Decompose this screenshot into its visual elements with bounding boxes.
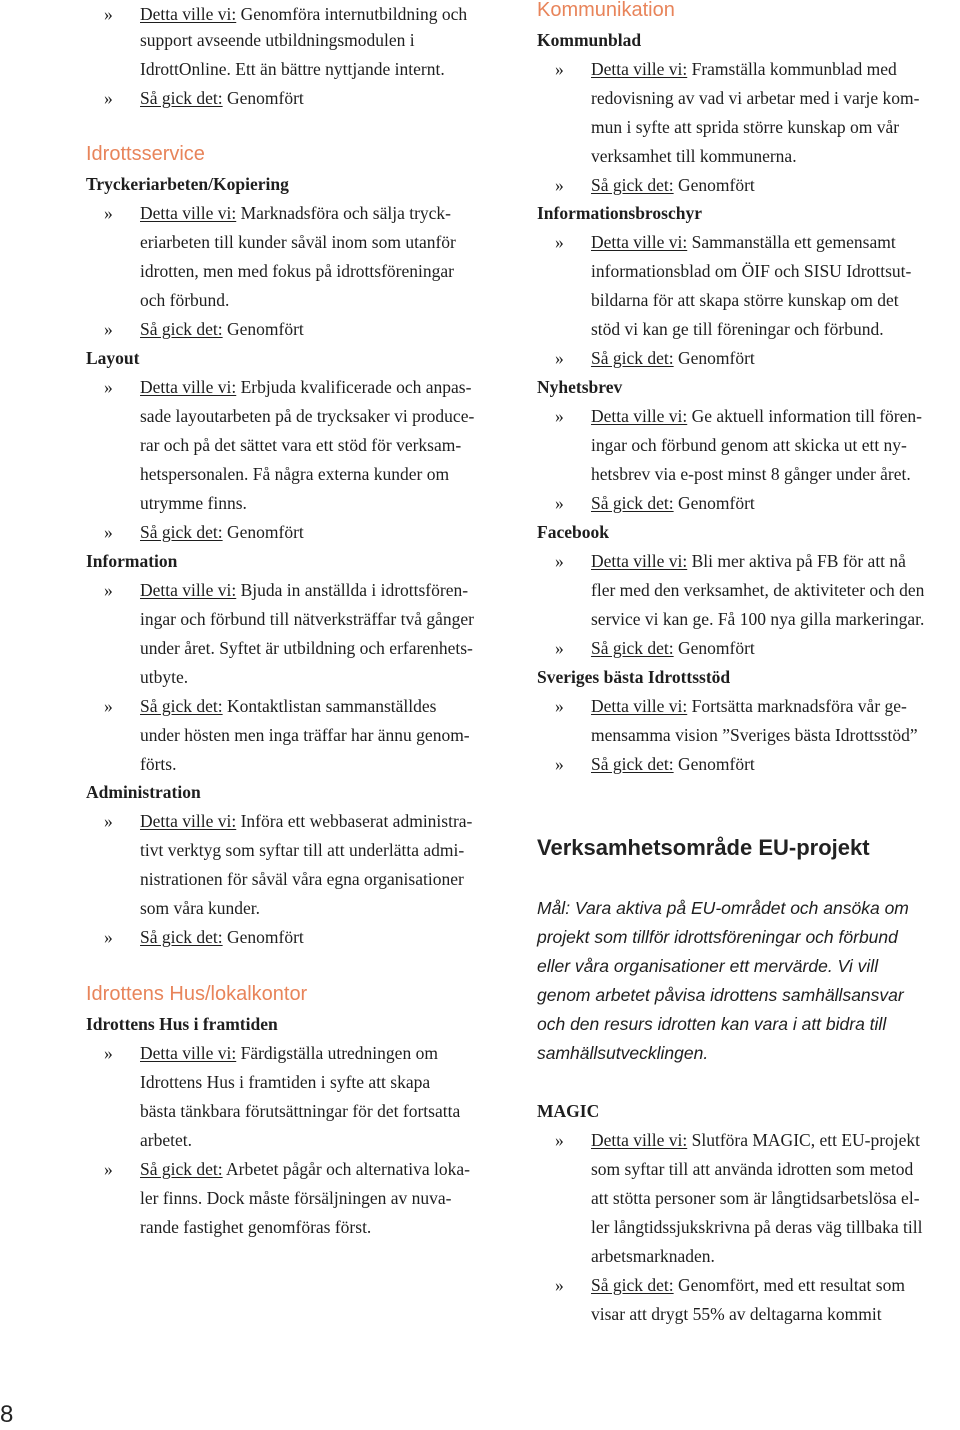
subsection-title: Tryckeriarbeten/Kopiering [86, 174, 289, 194]
bullet-marker: » [555, 696, 564, 716]
result-label: Så gick det: [140, 696, 223, 716]
result-line [591, 750, 755, 779]
goal-line: rar och på det sättet vara ett stöd för verksam- [140, 435, 462, 455]
goal-text: Bli mer aktiva på FB för att nå [691, 551, 906, 571]
result-label: Så gick det: [591, 493, 674, 513]
subsection-title: Sveriges bästa Idrottsstöd [537, 667, 731, 687]
goal-line: och förbund. [140, 290, 230, 310]
result-line: rande fastighet genomföras först. [140, 1217, 372, 1237]
bullet-marker: » [104, 88, 113, 108]
goal-label: Detta ville vi: [591, 1130, 688, 1150]
subsection-title: Idrottens Hus i framtiden [86, 1014, 278, 1034]
result-line [591, 344, 755, 373]
result-label: Så gick det: [591, 175, 674, 195]
goal-line: att stötta personer som är långtidsarbetslösa el- [591, 1188, 920, 1208]
bullet-marker: » [555, 232, 564, 252]
goal-text: Sammanställa ett gemensamt [691, 232, 896, 252]
goal-label: Detta ville vi: [140, 811, 237, 831]
goal-line: support avseende utbildningsmodulen i [140, 30, 415, 50]
bullet-marker: » [104, 1043, 113, 1063]
goal-line: eriarbeten till kunder såväl inom som utanför [140, 232, 456, 252]
goal-text: Fortsätta marknadsföra vår ge- [691, 696, 907, 716]
page-number: 8 [0, 1401, 14, 1428]
subsection-title: Facebook [537, 522, 609, 542]
result-label: Så gick det: [140, 522, 223, 542]
goal-text: Genomföra internutbildning och [240, 4, 468, 24]
goal-line [591, 692, 907, 721]
goal-text: Framställa kommunblad med [691, 59, 897, 79]
section-heading: Kommunikation [537, 0, 675, 21]
result-label: Så gick det: [140, 88, 223, 108]
result-line [140, 1155, 470, 1184]
result-line [140, 315, 304, 344]
result-text: Genomfört [678, 638, 755, 658]
result-line: ler finns. Dock måste försäljningen av nuva- [140, 1188, 452, 1208]
result-text: Genomfört [227, 927, 304, 947]
goal-line: stöd vi kan ge till föreningar och förbund. [591, 319, 884, 339]
result-line: under hösten men inga träffar har ännu genom- [140, 725, 470, 745]
goal-label: Detta ville vi: [591, 59, 688, 79]
goal-line: nistrationen för såväl våra egna organisationer [140, 869, 464, 889]
goal-label: Detta ville vi: [140, 377, 237, 397]
result-text: Genomfört [678, 754, 755, 774]
bullet-marker: » [104, 203, 113, 223]
result-label: Så gick det: [140, 1159, 223, 1179]
result-line: förts. [140, 754, 177, 774]
result-label: Så gick det: [591, 754, 674, 774]
goal-label: Detta ville vi: [591, 232, 688, 252]
result-line [591, 171, 755, 200]
goal-line [140, 0, 467, 29]
goal-text: Bjuda in anställda i idrottsfören- [240, 580, 469, 600]
goal-text: Marknadsföra och sälja tryck- [240, 203, 452, 223]
bullet-marker: » [104, 522, 113, 542]
goal-line: informationsblad om ÖIF och SISU Idrottsut- [591, 261, 912, 281]
bullet-marker: » [104, 4, 113, 24]
goal-line: arbetsmarknaden. [591, 1246, 715, 1266]
result-line [591, 634, 755, 663]
intro-line: genom arbetet påvisa idrottens samhällsansvar [537, 985, 904, 1005]
goal-text: Ge aktuell information till fören- [691, 406, 922, 426]
result-line [140, 923, 304, 952]
goal-line [140, 807, 472, 836]
bullet-marker: » [555, 59, 564, 79]
goal-line: mun i syfte att sprida större kunskap om vår [591, 117, 900, 137]
goal-label: Detta ville vi: [140, 580, 237, 600]
result-line [140, 84, 304, 113]
goal-line: hetspersonalen. Få några externa kunder om [140, 464, 450, 484]
bullet-marker: » [104, 580, 113, 600]
section-heading: Idrottens Hus/lokalkontor [86, 983, 308, 1005]
subsection-title: MAGIC [537, 1101, 600, 1121]
goal-line: under året. Syftet är utbildning och erfarenhets- [140, 638, 473, 658]
intro-line: Mål: Vara aktiva på EU-området och ansöka om [537, 898, 909, 918]
result-label: Så gick det: [140, 319, 223, 339]
goal-line: Idrottens Hus i framtiden i syfte att skapa [140, 1072, 431, 1092]
bullet-marker: » [104, 927, 113, 947]
intro-line: och den resurs idrotten kan vara i att bidra till [537, 1014, 887, 1034]
bullet-marker: » [555, 175, 564, 195]
section-heading: Verksamhetsområde EU-projekt [537, 835, 870, 860]
intro-line: eller våra organisationer ett mervärde. Vi vill [537, 956, 879, 976]
bullet-marker: » [555, 551, 564, 571]
goal-line: ler långtidssjukskrivna på deras väg tillbaka till [591, 1217, 923, 1237]
result-text: Arbetet pågår och alternativa loka- [226, 1159, 470, 1179]
bullet-marker: » [555, 348, 564, 368]
goal-text: Införa ett webbaserat administra- [240, 811, 473, 831]
goal-line: bildarna för att skapa större kunskap om det [591, 290, 899, 310]
bullet-marker: » [555, 754, 564, 774]
result-text: Genomfört [227, 319, 304, 339]
goal-line: som våra kunder. [140, 898, 261, 918]
result-text: Genomfört [678, 175, 755, 195]
goal-line: IdrottOnline. Ett än bättre nyttjande internt. [140, 59, 445, 79]
bullet-marker: » [555, 493, 564, 513]
result-line [591, 489, 755, 518]
result-line [140, 692, 436, 721]
result-label: Så gick det: [591, 348, 674, 368]
section-heading: Idrottsservice [86, 143, 205, 165]
subsection-title: Information [86, 551, 178, 571]
subsection-title: Kommunblad [537, 30, 642, 50]
subsection-title: Administration [86, 782, 201, 802]
goal-line: utrymme finns. [140, 493, 247, 513]
result-text: Genomfört [227, 88, 304, 108]
bullet-marker: » [555, 1130, 564, 1150]
goal-line: utbyte. [140, 667, 189, 687]
bullet-marker: » [104, 696, 113, 716]
bullet-marker: » [555, 406, 564, 426]
goal-text: Färdigställa utredningen om [240, 1043, 438, 1063]
bullet-marker: » [104, 1159, 113, 1179]
goal-label: Detta ville vi: [140, 4, 237, 24]
subsection-title: Nyhetsbrev [537, 377, 623, 397]
bullet-marker: » [104, 319, 113, 339]
goal-line [140, 199, 451, 228]
goal-line: mensamma vision ”Sveriges bästa Idrottsstöd” [591, 725, 918, 745]
result-text: Kontaktlistan sammanställdes [227, 696, 437, 716]
goal-line: fler med den verksamhet, de aktiviteter och den [591, 580, 925, 600]
goal-line [591, 55, 897, 84]
goal-line [140, 373, 471, 402]
goal-line: sade layoutarbeten på de trycksaker vi produce- [140, 406, 475, 426]
result-text: Genomfört [227, 522, 304, 542]
goal-label: Detta ville vi: [140, 203, 237, 223]
result-text: Genomfört [678, 348, 755, 368]
goal-line: service vi kan ge. Få 100 nya gilla markeringar. [591, 609, 925, 629]
goal-label: Detta ville vi: [591, 551, 688, 571]
goal-line: arbetet. [140, 1130, 192, 1150]
result-label: Så gick det: [591, 1275, 674, 1295]
goal-line: ingar och förbund genom att skicka ut ett ny- [591, 435, 907, 455]
subsection-title: Informationsbroschyr [537, 203, 702, 223]
goal-line: tivt verktyg som syftar till att underlätta admi- [140, 840, 465, 860]
goal-line: som syftar till att använda idrotten som metod [591, 1159, 914, 1179]
bullet-marker: » [104, 811, 113, 831]
result-text: Genomfört, med ett resultat som [678, 1275, 905, 1295]
goal-text: Erbjuda kvalificerade och anpas- [240, 377, 472, 397]
result-line [140, 518, 304, 547]
goal-text: Slutföra MAGIC, ett EU-projekt [691, 1130, 921, 1150]
result-label: Så gick det: [140, 927, 223, 947]
subsection-title: Layout [86, 348, 140, 368]
intro-line: samhällsutvecklingen. [537, 1043, 709, 1063]
goal-line [591, 228, 896, 257]
bullet-marker: » [555, 638, 564, 658]
intro-line: projekt som tillför idrottsföreningar och förbund [537, 927, 898, 947]
goal-label: Detta ville vi: [591, 696, 688, 716]
goal-line: verksamhet till kommunerna. [591, 146, 797, 166]
goal-line [591, 547, 906, 576]
goal-line: redovisning av vad vi arbetar med i varje kom- [591, 88, 920, 108]
bullet-marker: » [555, 1275, 564, 1295]
goal-label: Detta ville vi: [140, 1043, 237, 1063]
goal-line [591, 1126, 920, 1155]
goal-line [140, 576, 468, 605]
goal-line: idrotten, men med fokus på idrottsföreningar [140, 261, 454, 281]
goal-line [591, 402, 922, 431]
result-line: visar att drygt 55% av deltagarna kommit [591, 1304, 882, 1324]
result-text: Genomfört [678, 493, 755, 513]
goal-line: hetsbrev via e-post minst 8 gånger under året. [591, 464, 911, 484]
result-line [591, 1271, 905, 1300]
goal-line [140, 1039, 438, 1068]
bullet-marker: » [104, 377, 113, 397]
goal-label: Detta ville vi: [591, 406, 688, 426]
goal-line: ingar och förbund till nätverksträffar två gånger [140, 609, 474, 629]
result-label: Så gick det: [591, 638, 674, 658]
goal-line: bästa tänkbara förutsättningar för det fortsatta [140, 1101, 461, 1121]
